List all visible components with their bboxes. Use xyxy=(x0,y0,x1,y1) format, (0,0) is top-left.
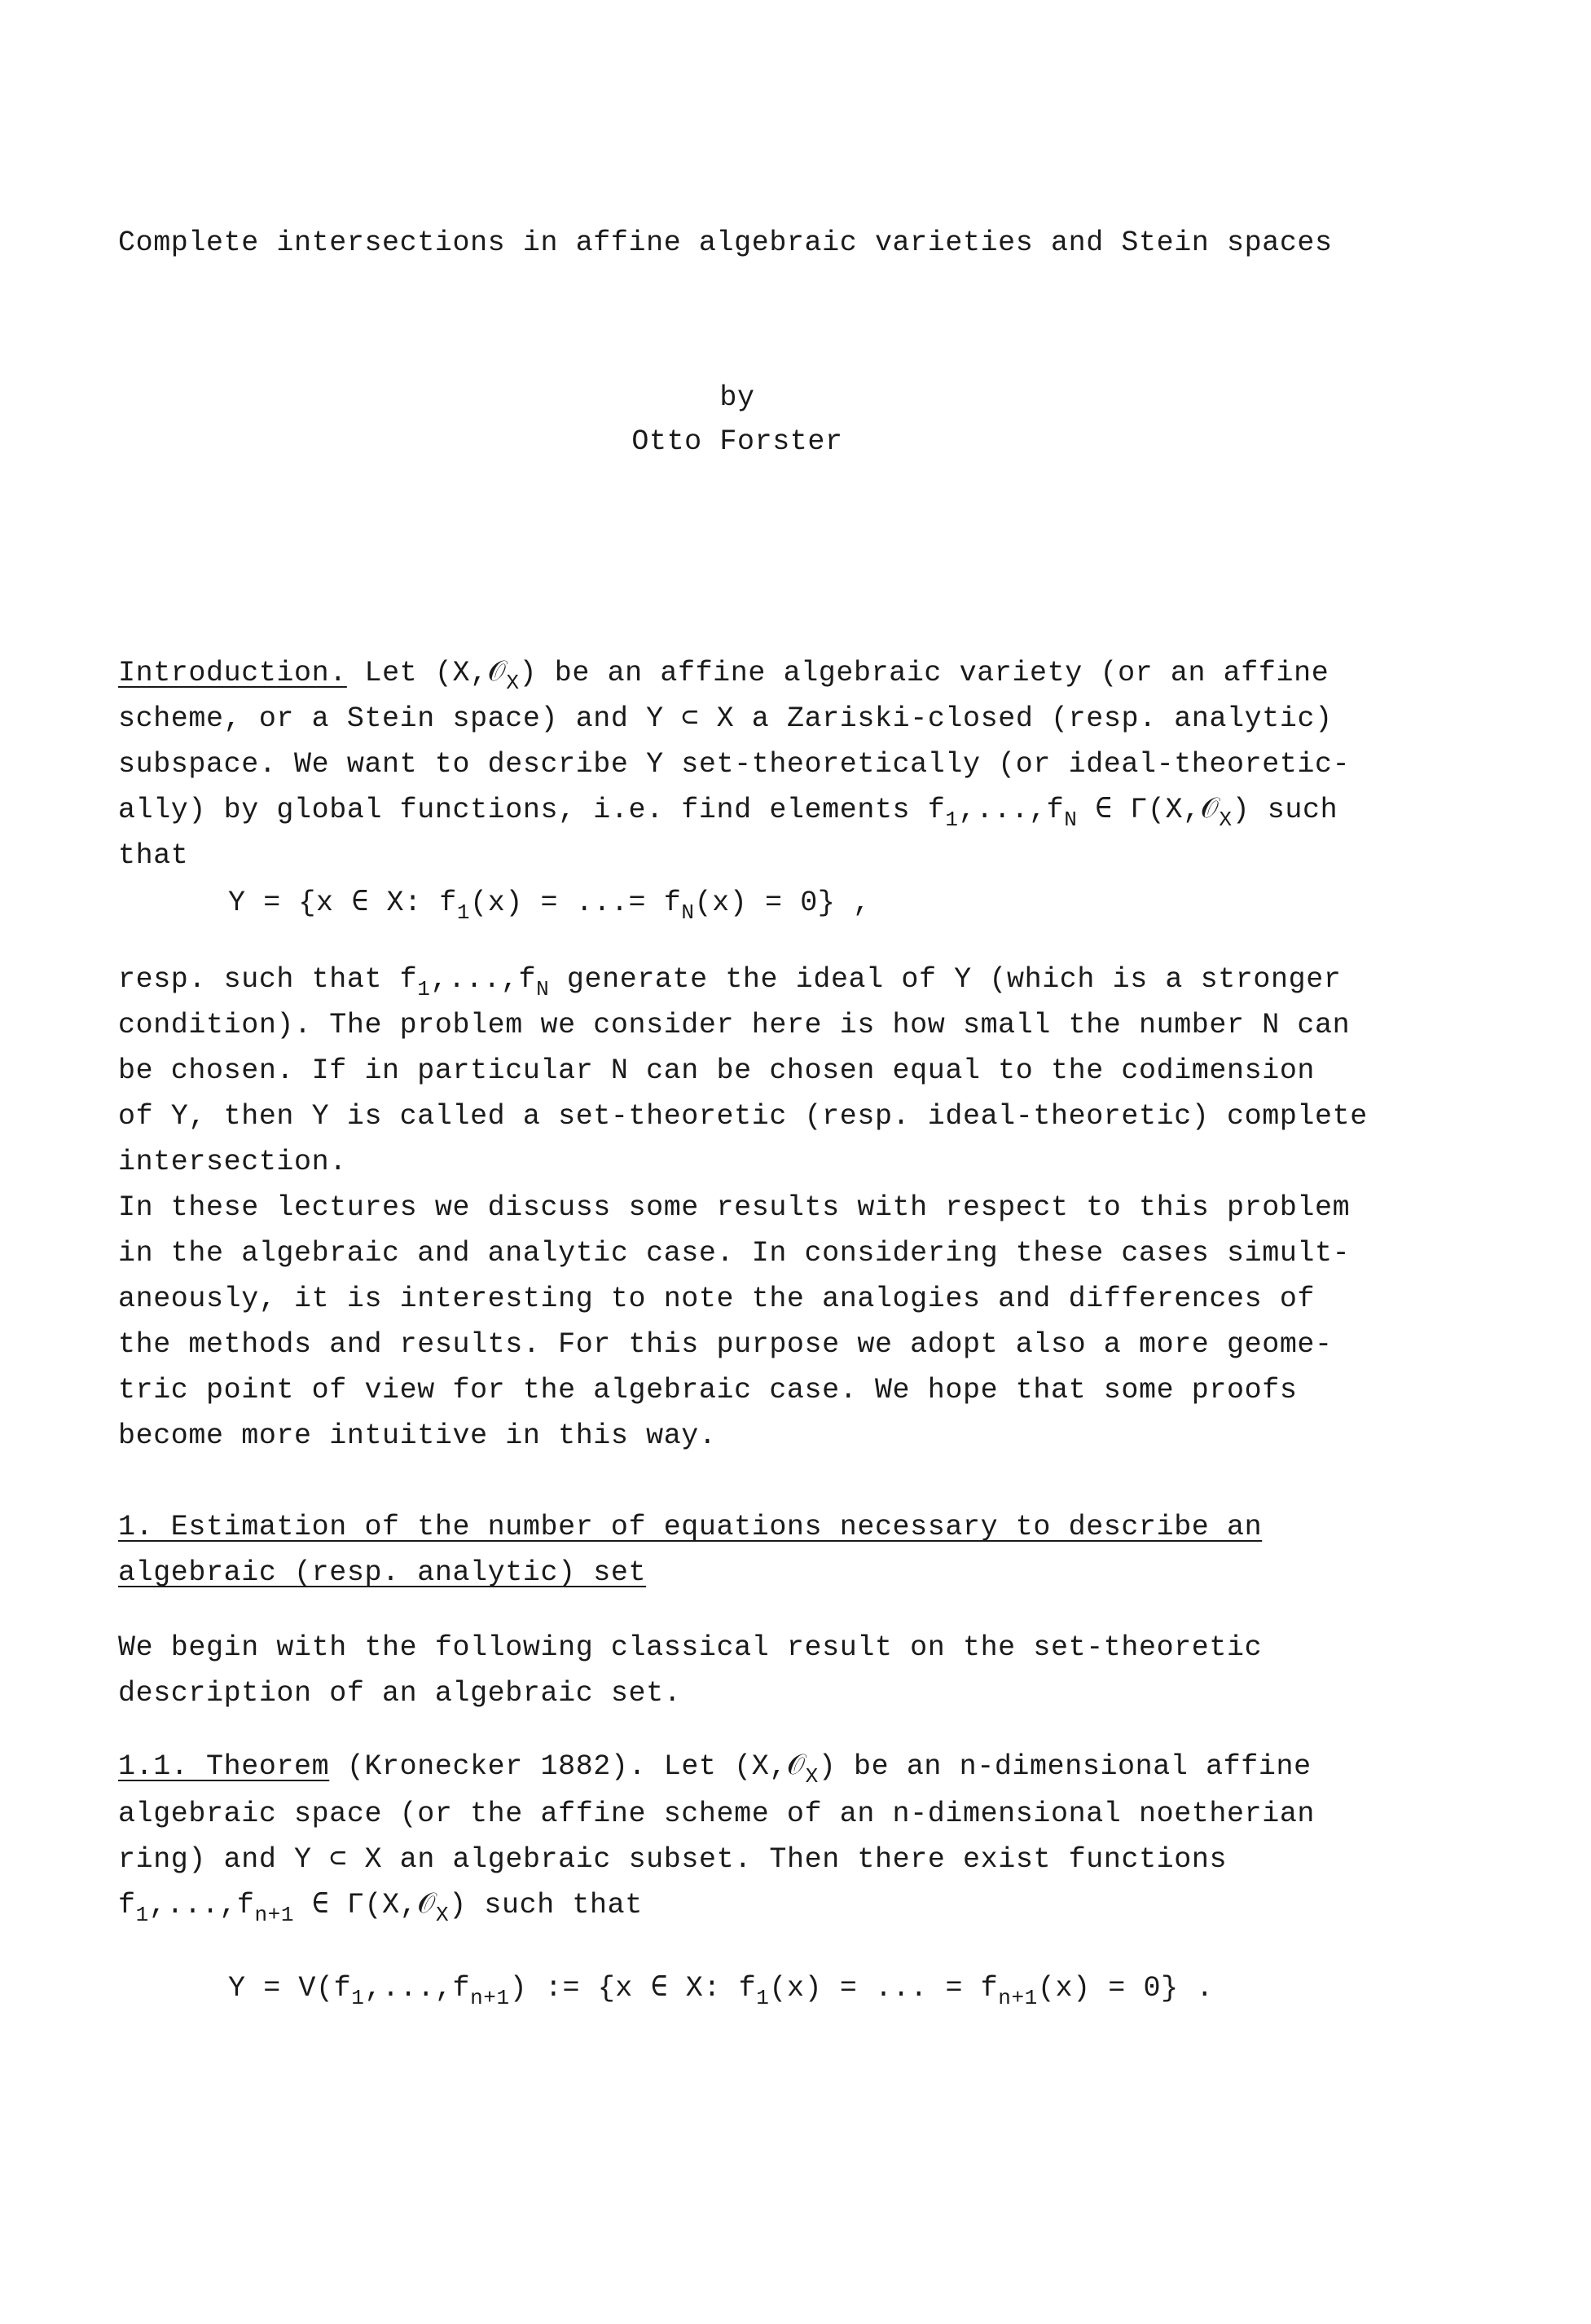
text-run: ) be an affine algebraic variety (or an affine xyxy=(519,657,1329,689)
intro-line-6 xyxy=(118,963,1342,1001)
intro-line-10: intersection. xyxy=(118,1146,347,1178)
subscript: n+1 xyxy=(998,1986,1038,2010)
subscript: X xyxy=(436,1903,450,1927)
text-run: ,...,f xyxy=(364,1972,471,2005)
theorem-line-4 xyxy=(118,1889,643,1927)
intro-p2-line-1: In these lectures we discuss some results with respect to this problem xyxy=(118,1191,1351,1224)
text-run: generate the ideal of Y (which is a stronger xyxy=(549,963,1342,996)
theorem-label: 1.1. Theorem xyxy=(118,1750,330,1783)
text-run: ) be an n-dimensional affine xyxy=(818,1750,1312,1783)
section-1-p1-line-1: We begin with the following classical result on the set-theoretic xyxy=(118,1631,1263,1664)
text-run: ally) by global functions, i.e. find elements f xyxy=(118,794,946,826)
text-run: (x) = ... = f xyxy=(769,1972,999,2005)
section-1-heading-line-2: algebraic (resp. analytic) set xyxy=(118,1556,647,1589)
theorem-line-1 xyxy=(118,1750,1312,1789)
intro-line-2: scheme, or a Stein space) and Y ⊂ X a Zariski-closed (resp. analytic) xyxy=(118,702,1333,735)
subscript: 1 xyxy=(135,1903,149,1927)
subscript: N xyxy=(1064,808,1078,832)
subscript: n+1 xyxy=(254,1903,295,1927)
text-run: resp. such that f xyxy=(118,963,418,996)
text-run: ,...,f xyxy=(148,1889,255,1921)
intro-p2-line-5: tric point of view for the algebraic case. We hope that some proofs xyxy=(118,1374,1298,1406)
text-run: (Kronecker 1882). Let (X,𝒪 xyxy=(329,1750,806,1783)
section-1-p1-line-2: description of an algebraic set. xyxy=(118,1677,682,1710)
subscript: X xyxy=(1219,808,1233,832)
paper-title: Complete intersections in affine algebraic varieties and Stein spaces xyxy=(118,227,1333,259)
section-1-heading-line-1: 1. Estimation of the number of equations necessary to describe an xyxy=(118,1511,1263,1543)
text-run: ,...,f xyxy=(958,794,1065,826)
subscript: N xyxy=(681,900,695,925)
subscript: n+1 xyxy=(470,1986,510,2010)
intro-p2-line-2: in the algebraic and analytic case. In considering these cases simult- xyxy=(118,1237,1351,1270)
intro-line-3: subspace. We want to describe Y set-theoretically (or ideal-theoretic- xyxy=(118,748,1351,781)
byline-by: by xyxy=(719,381,755,414)
text-run: ∈ Γ(X,𝒪 xyxy=(1077,794,1220,826)
text-run: f xyxy=(118,1889,136,1921)
text-run: ) such that xyxy=(449,1889,643,1921)
text-run: (x) = 0} . xyxy=(1037,1972,1214,2005)
text-run: ,...,f xyxy=(430,963,537,996)
intro-line-9: of Y, then Y is called a set-theoretic (resp. ideal-theoretic) complete xyxy=(118,1100,1368,1133)
text-run: ) such xyxy=(1232,794,1338,826)
subscript: 1 xyxy=(417,977,431,1001)
text-run: 𝒪 xyxy=(487,657,507,689)
intro-line-8: be chosen. If in particular N can be chosen equal to the codimension xyxy=(118,1054,1316,1087)
text-run: ∈ Γ(X,𝒪 xyxy=(294,1889,436,1921)
subscript: 1 xyxy=(351,1986,365,2010)
text-run: Let (X, xyxy=(346,657,488,689)
intro-p2-line-4: the methods and results. For this purpose we adopt also a more geome- xyxy=(118,1328,1333,1361)
text-run: ) := {x ∈ X: f xyxy=(509,1972,757,2005)
intro-line-5: that xyxy=(118,839,189,872)
intro-line-4 xyxy=(118,794,1338,832)
intro-line-1 xyxy=(118,657,1329,695)
equation-2 xyxy=(228,1972,1214,2010)
subscript: 1 xyxy=(456,900,471,925)
theorem-line-2: algebraic space (or the affine scheme of an n-dimensional noetherian xyxy=(118,1798,1316,1830)
subscript: 1 xyxy=(756,1986,770,2010)
subscript: 1 xyxy=(945,808,959,832)
text-run: Y = V(f xyxy=(228,1972,352,2005)
subscript: X xyxy=(506,671,520,695)
author-name: Otto Forster xyxy=(631,425,843,458)
equation-1 xyxy=(228,887,871,925)
text-run: Y = {x ∈ X: f xyxy=(228,887,457,919)
text-run: (x) = 0} , xyxy=(694,887,871,919)
intro-p2-line-6: become more intuitive in this way. xyxy=(118,1419,717,1452)
intro-heading: Introduction. xyxy=(118,657,347,689)
intro-line-7: condition). The problem we consider here is how small the number N can xyxy=(118,1009,1351,1041)
intro-p2-line-3: aneously, it is interesting to note the analogies and differences of xyxy=(118,1283,1316,1315)
theorem-line-3: ring) and Y ⊂ X an algebraic subset. Then there exist functions xyxy=(118,1843,1228,1876)
text-run: (x) = ...= f xyxy=(470,887,682,919)
subscript: N xyxy=(536,977,550,1001)
subscript: X xyxy=(805,1764,819,1789)
